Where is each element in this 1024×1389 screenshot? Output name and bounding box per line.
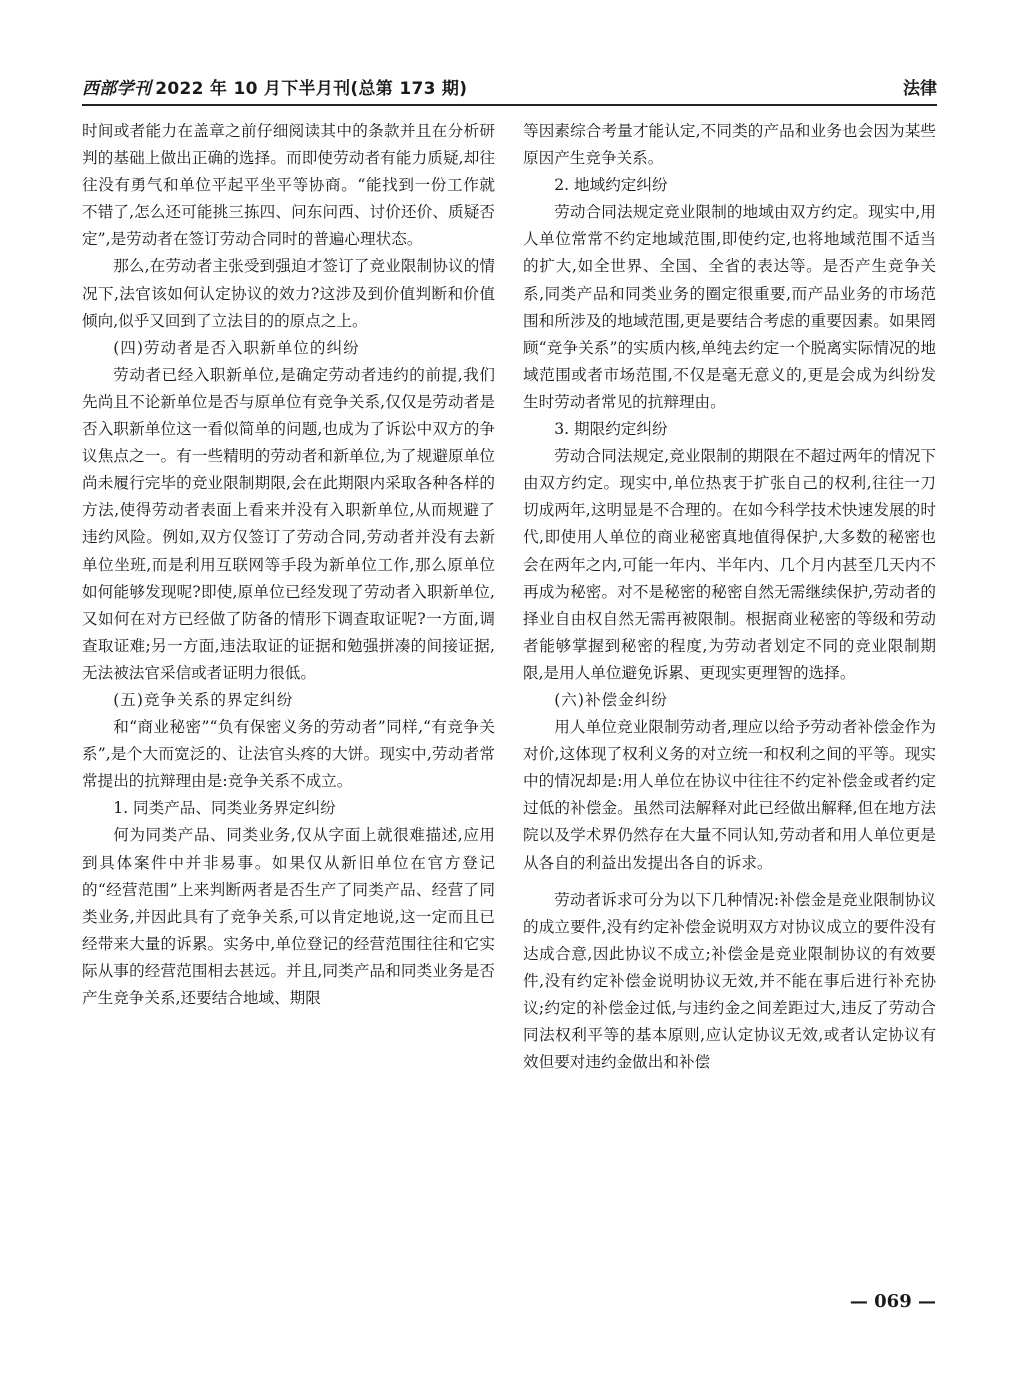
section-heading: (五)竞争关系的界定纠纷 <box>113 690 294 709</box>
paragraph: 那么,在劳动者主张受到强迫才签订了竞业限制协议的情况下,法官该如何认定协议的效力?这涉及到价值判断和价值倾向,似乎又回到了立法目的的原点之上。 <box>82 257 495 330</box>
paragraph: 劳动合同法规定,竞业限制的期限在不超过两年的情况下由双方约定。现实中,单位热衷于扩张自己的权利,往往一刀切成两年,这明显是不合理的。在如今科学技术快速发展的时代,即使用人单位的商业秘密真地值得保护,大多数的秘密也会在两年之内,可能一年内、半年内、几个月内甚至几天内不再成为秘密。对不是秘密的秘密自然无需继续保护,劳动者的择业自由权自然无需再被限制。根据商业秘密的等级和劳动者能够掌握到秘密的程度,为劳动者划定不同的竞业限制期限,是用人单位避免诉累、更现实更理智的选择。 <box>523 447 936 682</box>
header-journal-issue <box>82 74 467 99</box>
section-heading: (六)补偿金纠纷 <box>554 690 668 709</box>
section-label: 法律 <box>903 79 937 99</box>
section-heading: 3. 期限约定纠纷 <box>554 420 668 439</box>
paragraph: 和“商业秘密”“负有保密义务的劳动者”同样,“有竞争关系”,是个大而宽泛的、让法官头疼的大饼。现实中,劳动者常常提出的抗辩理由是:竞争关系不成立。 <box>82 718 495 791</box>
right-column <box>523 118 936 1076</box>
paragraph: 等因素综合考量才能认定,不同类的产品和业务也会因为某些原因产生竞争关系。 <box>523 122 936 168</box>
issue-info: 2022 年 10 月下半月刊(总第 173 期) <box>155 79 468 99</box>
running-header <box>82 72 937 106</box>
page-number: — 069 — <box>849 1291 936 1312</box>
paragraph: 劳动合同法规定竞业限制的地域由双方约定。现实中,用人单位常常不约定地域范围,即使约定,也将地域范围不适当的扩大,如全世界、全国、全省的表达等。是否产生竞争关系,同类产品和同类业务的圈定很重要,而产品业务的市场范围和所涉及的地域范围,更是要结合考虑的重要因素。如果罔顾“竞争关系”的实质内核,单纯去约定一个脱离实际情况的地域范围或者市场范围,不仅是毫无意义的,更是会成为纠纷发生时劳动者常见的抗辩理由。 <box>523 203 936 411</box>
section-heading: (四)劳动者是否入职新单位的纠纷 <box>113 338 360 357</box>
section-heading: 1. 同类产品、同类业务界定纠纷 <box>113 799 336 818</box>
paragraph: 时间或者能力在盖章之前仔细阅读其中的条款并且在分析研判的基础上做出正确的选择。而即使劳动者有能力质疑,却往往没有勇气和单位平起平坐平等协商。“能找到一份工作就不错了,怎么还可能挑三拣四、问东问西、讨价还价、质疑否定”,是劳动者在签订劳动合同时的普遍心理状态。 <box>82 122 495 249</box>
paragraph: 劳动者诉求可分为以下几种情况:补偿金是竞业限制协议的成立要件,没有约定补偿金说明双方对协议成立的要件没有达成合意,因此协议不成立;补偿金是竞业限制协议的有效要件,没有约定补偿金说明协议无效,并不能在事后进行补充协议;约定的补偿金过低,与违约金之间差距过大,违反了劳动合同法权利平等的基本原则,应认定协议无效,或者认定协议有效但要对违约金做出和补偿 <box>523 890 936 1072</box>
paragraph: 劳动者已经入职新单位,是确定劳动者违约的前提,我们先尚且不论新单位是否与原单位有竞争关系,仅仅是劳动者是否入职新单位这一看似简单的问题,也成为了诉讼中双方的争议焦点之一。有一些精明的劳动者和新单位,为了规避原单位尚未履行完毕的竞业限制期限,会在此期限内采取各种各样的方法,使得劳动者表面上看来并没有入职新单位,从而规避了违约风险。例如,双方仅签订了劳动合同,劳动者并没有去新单位坐班,而是利用互联网等手段为新单位工作,那么原单位如何能够发现呢?即使,原单位已经发现了劳动者入职新单位,又如何在对方已经做了防备的情形下调查取证呢?一方面,调查取证难;另一方面,违法取证的证据和勉强拼凑的间接证据,无法被法官采信或者证明力很低。 <box>82 365 495 682</box>
paragraph: 用人单位竞业限制劳动者,理应以给予劳动者补偿金作为对价,这体现了权利义务的对立统一和权利之间的平等。现实中的情况却是:用人单位在协议中往往不约定补偿金或者约定过低的补偿金。虽然司法解释对此已经做出解释,但在地方法院以及学术界仍然存在大量不同认知,劳动者和用人单位更是从各自的利益出发提出各自的诉求。 <box>523 718 936 872</box>
journal-logo: 西部学刊 <box>82 79 152 99</box>
left-column <box>82 118 495 1012</box>
paragraph: 何为同类产品、同类业务,仅从字面上就很难描述,应用到具体案件中并非易事。如果仅从新旧单位在官方登记的“经营范围”上来判断两者是否生产了同类产品、经营了同类业务,并因此具有了竞争关系,可以肯定地说,这一定而且已经带来大量的诉累。实务中,单位登记的经营范围往往和它实际从事的经营范围相去甚远。并且,同类产品和同类业务是否产生竞争关系,还要结合地域、期限 <box>82 826 495 1007</box>
section-heading: 2. 地域约定纠纷 <box>554 176 668 195</box>
